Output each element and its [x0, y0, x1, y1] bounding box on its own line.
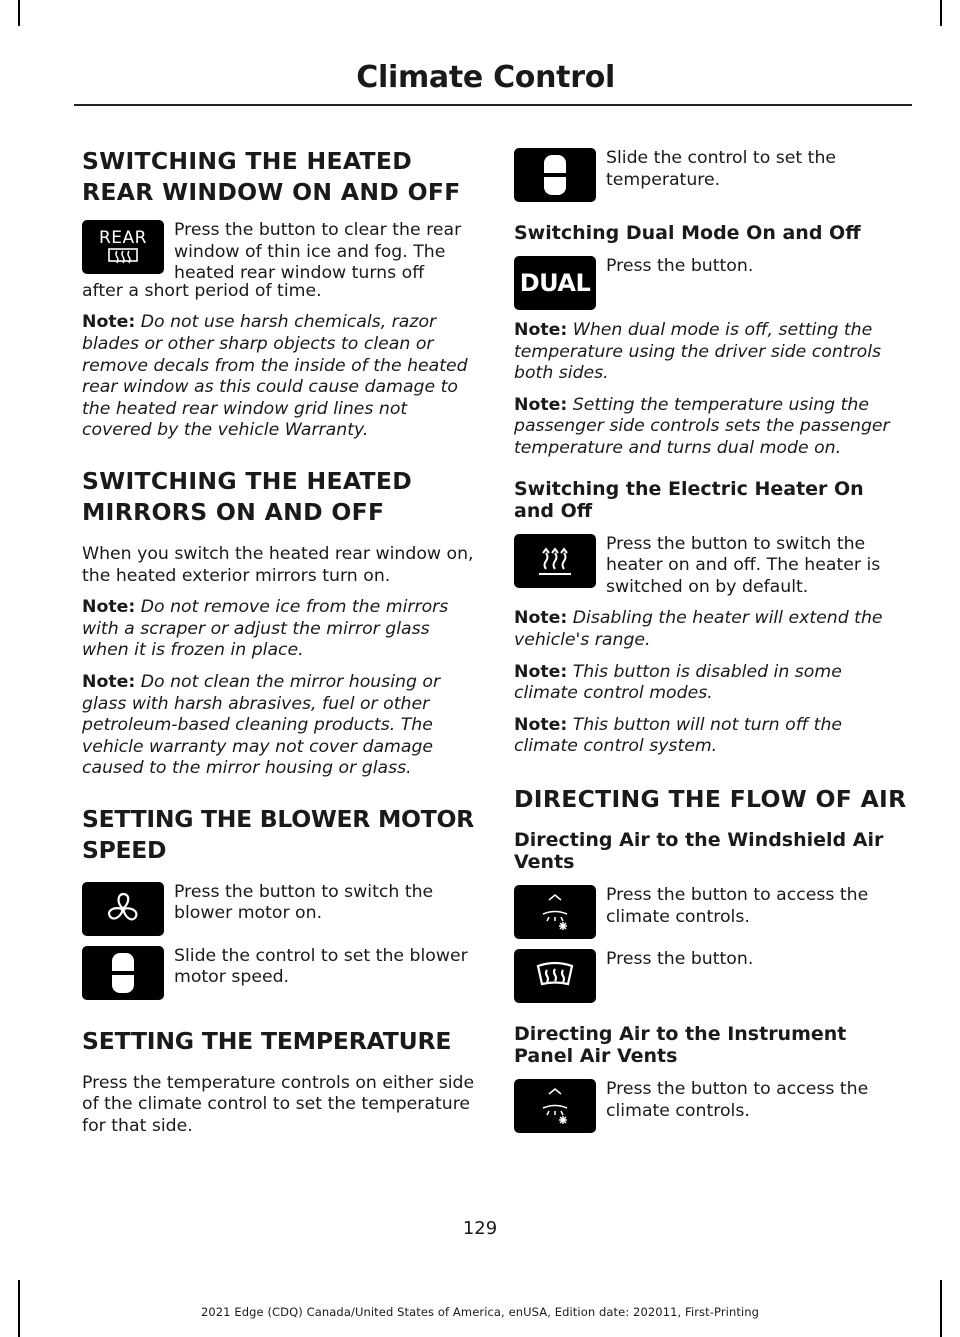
note-text: Do not use harsh chemicals, razor blades or other sharp objects to clean or remove decals from the inside of the heated rear window as this could cause damage to the heated rear window grid lines not covered by the vehicle Warranty.	[82, 312, 468, 441]
dual-label: DUAL	[519, 269, 591, 297]
climate-menu-button-icon	[514, 885, 596, 939]
panel-access-instruction	[514, 1079, 910, 1133]
slider-control-icon	[514, 148, 596, 202]
body-text: Press the button.	[606, 948, 754, 969]
footer-text: 2021 Edge (CDQ) Canada/United States of America, enUSA, Edition date: 202011, First-Printing	[200, 1305, 760, 1319]
left-column	[82, 140, 476, 1148]
note-label: Note:	[514, 661, 568, 682]
note	[514, 715, 910, 758]
rear-defrost-button-icon	[82, 220, 164, 274]
subsection-heading-instrument-panel: Directing Air to the Instrument Panel Air Vents	[514, 1022, 847, 1067]
slider-control-icon	[82, 946, 164, 1000]
note-text: When dual mode is off, setting the temperature using the driver side controls both sides.	[514, 320, 882, 384]
body-text: Press the temperature controls on either side of the climate control to set the temperature for that side.	[82, 1072, 475, 1137]
crop-mark	[18, 0, 20, 26]
body-text: Press the button to switch the blower motor on.	[174, 881, 434, 924]
body-text: Press the button to switch the heater on and off. The heater is switched on by default.	[606, 533, 881, 597]
slider-icon	[540, 153, 570, 197]
section-heading-heated-mirrors	[82, 466, 476, 528]
dual-mode-instruction	[514, 256, 910, 310]
body-text: Press the button to access the climate controls.	[606, 884, 869, 927]
note-label: Note:	[82, 671, 136, 692]
note	[82, 672, 476, 780]
heater-button-icon	[514, 534, 596, 588]
section-heading-blower-motor	[82, 804, 476, 866]
body-text: Press the button.	[606, 256, 754, 276]
note-text: Disabling the heater will extend the vehicle's range.	[514, 608, 883, 650]
rear-label: REAR	[99, 228, 147, 248]
page-title: Climate Control	[356, 60, 615, 95]
note-label: Note:	[514, 320, 568, 340]
heading-line: SWITCHING THE HEATED	[82, 466, 413, 495]
note-label: Note:	[514, 714, 568, 735]
subsection-heading-dual-mode: Switching Dual Mode On and Off	[514, 222, 861, 244]
heading-line: SPEED	[82, 835, 167, 864]
note	[514, 662, 910, 705]
note-text: Setting the temperature using the passenger side controls sets the passenger temperature and turns dual mode on.	[514, 394, 890, 458]
heated-rear-window-instruction	[82, 220, 476, 285]
fan-icon	[103, 889, 143, 929]
note	[514, 608, 910, 651]
heater-instruction	[514, 534, 910, 599]
dual-button-icon	[514, 256, 596, 310]
body-text: Press the button to access the climate controls.	[606, 1078, 869, 1121]
body-text: Slide the control to set the temperature.	[606, 148, 837, 190]
note	[82, 597, 476, 662]
slider-icon	[108, 951, 138, 995]
note-text: This button will not turn off the climate control system.	[514, 714, 843, 757]
windshield-defrost-icon	[533, 958, 577, 994]
climate-menu-icon	[535, 1084, 575, 1128]
note-label: Note:	[514, 394, 568, 415]
note-text: Do not clean the mirror housing or glass with harsh abrasives, fuel or other petroleum-based cleaning products. The vehicle warranty may not cover damage caused to the mirror housing or glass.	[82, 671, 441, 779]
rear-defrost-icon	[107, 247, 139, 265]
note	[514, 395, 910, 460]
body-text: after a short period of time.	[82, 280, 322, 301]
body-text: Press the button to clear the rear window of thin ice and fog. The heated rear window turns off	[174, 220, 462, 284]
note-label: Note:	[82, 312, 136, 333]
crop-mark	[940, 0, 942, 26]
climate-menu-button-icon	[514, 1079, 596, 1133]
section-heading-temperature	[82, 1026, 476, 1057]
body-text: Slide the control to set the blower motor speed.	[174, 945, 468, 988]
page-number: 129	[462, 1218, 498, 1239]
note	[82, 312, 476, 442]
heading-line: SETTING THE TEMPERATURE	[82, 1026, 452, 1055]
blower-on-instruction	[82, 882, 476, 936]
note-label: Note:	[514, 608, 568, 629]
heading-line: SWITCHING THE HEATED	[82, 147, 413, 175]
note-text: This button is disabled in some climate control modes.	[514, 661, 842, 704]
section-heading-heated-rear-window	[82, 146, 476, 208]
note-text: Do not remove ice from the mirrors with a scraper or adjust the mirror glass when it is frozen in place.	[82, 597, 449, 661]
blower-speed-instruction	[82, 946, 476, 1000]
header-divider	[74, 104, 912, 106]
heading-line: MIRRORS ON AND OFF	[82, 497, 385, 526]
section-heading-airflow: DIRECTING THE FLOW OF AIR	[514, 784, 907, 813]
windshield-defrost-button-icon	[514, 949, 596, 1003]
subsection-heading-windshield: Directing Air to the Windshield Air Vents	[514, 828, 884, 873]
heading-line: REAR WINDOW ON AND OFF	[82, 178, 461, 206]
note	[514, 320, 910, 385]
climate-menu-icon	[535, 890, 575, 934]
right-column	[514, 148, 910, 1143]
body-text: When you switch the heated rear window on, the heated exterior mirrors turn on.	[82, 543, 474, 586]
note-label: Note:	[82, 597, 136, 618]
heading-line: SETTING THE BLOWER MOTOR	[82, 804, 474, 833]
subsection-heading-electric-heater: Switching the Electric Heater On and Off	[514, 477, 864, 522]
temperature-slide-instruction	[514, 148, 910, 202]
fan-button-icon	[82, 882, 164, 936]
windshield-defrost-instruction	[514, 949, 910, 1003]
windshield-access-instruction	[514, 885, 910, 939]
heater-icon	[535, 543, 575, 579]
